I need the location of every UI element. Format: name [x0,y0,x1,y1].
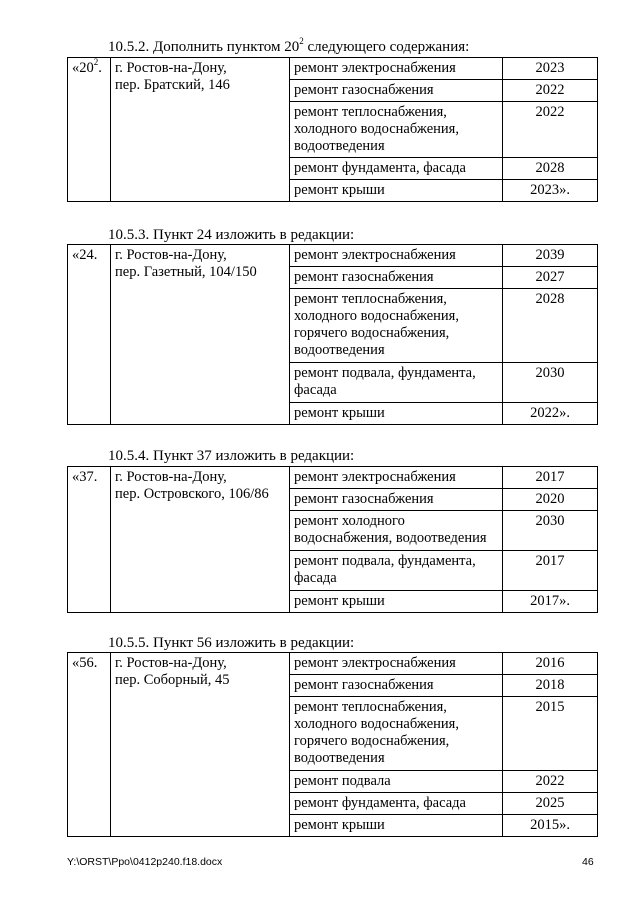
address-street: пер. Островского, 106/86 [115,486,269,502]
item-number: «$20^2$. [68,58,111,202]
repair-work-type: ремонт электроснабжения [290,467,503,489]
section-heading: 10.5.2. Дополнить пунктом $20^2$ следующего содержания: [108,36,470,55]
repair-year: 2023». [503,180,598,202]
address-city: г. Ростов-на-Дону, [115,247,227,263]
repair-work-type: ремонт фундамента, фасада [290,793,503,815]
repair-work-type: ремонт теплоснабжения, холодного водоснабжения, водоотведения [290,102,503,158]
repair-year: 2017 [503,551,598,591]
repair-year: 2017 [503,467,598,489]
repair-work-type: ремонт электроснабжения [290,653,503,675]
repair-work-type: ремонт холодного водоснабжения, водоотведения [290,511,503,551]
repair-schedule-table [67,244,598,425]
repair-work-type: ремонт электроснабжения [290,58,503,80]
repair-year: 2027 [503,267,598,289]
address-cell [111,58,290,202]
repair-work-type: ремонт крыши [290,180,503,202]
repair-year: 2028 [503,289,598,363]
repair-schedule-table [67,466,598,613]
table-row [68,245,598,267]
repair-work-type: ремонт газоснабжения [290,489,503,511]
repair-year: 2028 [503,158,598,180]
repair-year: 2022 [503,102,598,158]
footer-file-path: Y:\ORST\Ppo\0412p240.f18.docx [67,856,223,868]
section-heading: 10.5.4. Пункт 37 изложить в редакции: [108,448,355,464]
item-number: «37. [68,467,111,613]
repair-year: 2015». [503,815,598,837]
address-cell [111,653,290,837]
address-street: пер. Газетный, 104/150 [115,264,257,280]
repair-work-type: ремонт газоснабжения [290,80,503,102]
table-row [68,653,598,675]
section-heading: 10.5.3. Пункт 24 изложить в редакции: [108,227,355,243]
repair-work-type: ремонт крыши [290,591,503,613]
table-row [68,58,598,80]
repair-year: 2039 [503,245,598,267]
repair-work-type: ремонт фундамента, фасада [290,158,503,180]
address-street: пер. Соборный, 45 [115,672,230,688]
repair-schedule-table [67,57,598,202]
table-row [68,467,598,489]
repair-year: 2022». [503,403,598,425]
repair-work-type: ремонт электроснабжения [290,245,503,267]
repair-work-type: ремонт подвала [290,771,503,793]
repair-work-type: ремонт подвала, фундамента, фасада [290,551,503,591]
repair-year: 2017». [503,591,598,613]
repair-year: 2016 [503,653,598,675]
repair-year: 2015 [503,697,598,771]
address-city: г. Ростов-на-Дону, [115,655,227,671]
address-cell [111,467,290,613]
repair-year: 2025 [503,793,598,815]
repair-work-type: ремонт газоснабжения [290,675,503,697]
address-street: пер. Братский, 146 [115,77,230,93]
item-number: «56. [68,653,111,837]
repair-year: 2023 [503,58,598,80]
repair-work-type: ремонт газоснабжения [290,267,503,289]
repair-year: 2018 [503,675,598,697]
section-heading: 10.5.5. Пункт 56 изложить в редакции: [108,635,355,651]
repair-year: 2020 [503,489,598,511]
item-number: «24. [68,245,111,425]
address-city: г. Ростов-на-Дону, [115,60,227,76]
repair-work-type: ремонт подвала, фундамента, фасада [290,363,503,403]
repair-year: 2022 [503,771,598,793]
repair-year: 2030 [503,511,598,551]
repair-schedule-table [67,652,598,837]
repair-work-type: ремонт теплоснабжения, холодного водоснабжения, горячего водоснабжения, водоотведения [290,289,503,363]
repair-work-type: ремонт теплоснабжения, холодного водоснабжения, горячего водоснабжения, водоотведения [290,697,503,771]
repair-work-type: ремонт крыши [290,815,503,837]
address-cell [111,245,290,425]
repair-year: 2030 [503,363,598,403]
repair-work-type: ремонт крыши [290,403,503,425]
footer-page-number: 46 [582,856,594,868]
repair-year: 2022 [503,80,598,102]
address-city: г. Ростов-на-Дону, [115,469,227,485]
